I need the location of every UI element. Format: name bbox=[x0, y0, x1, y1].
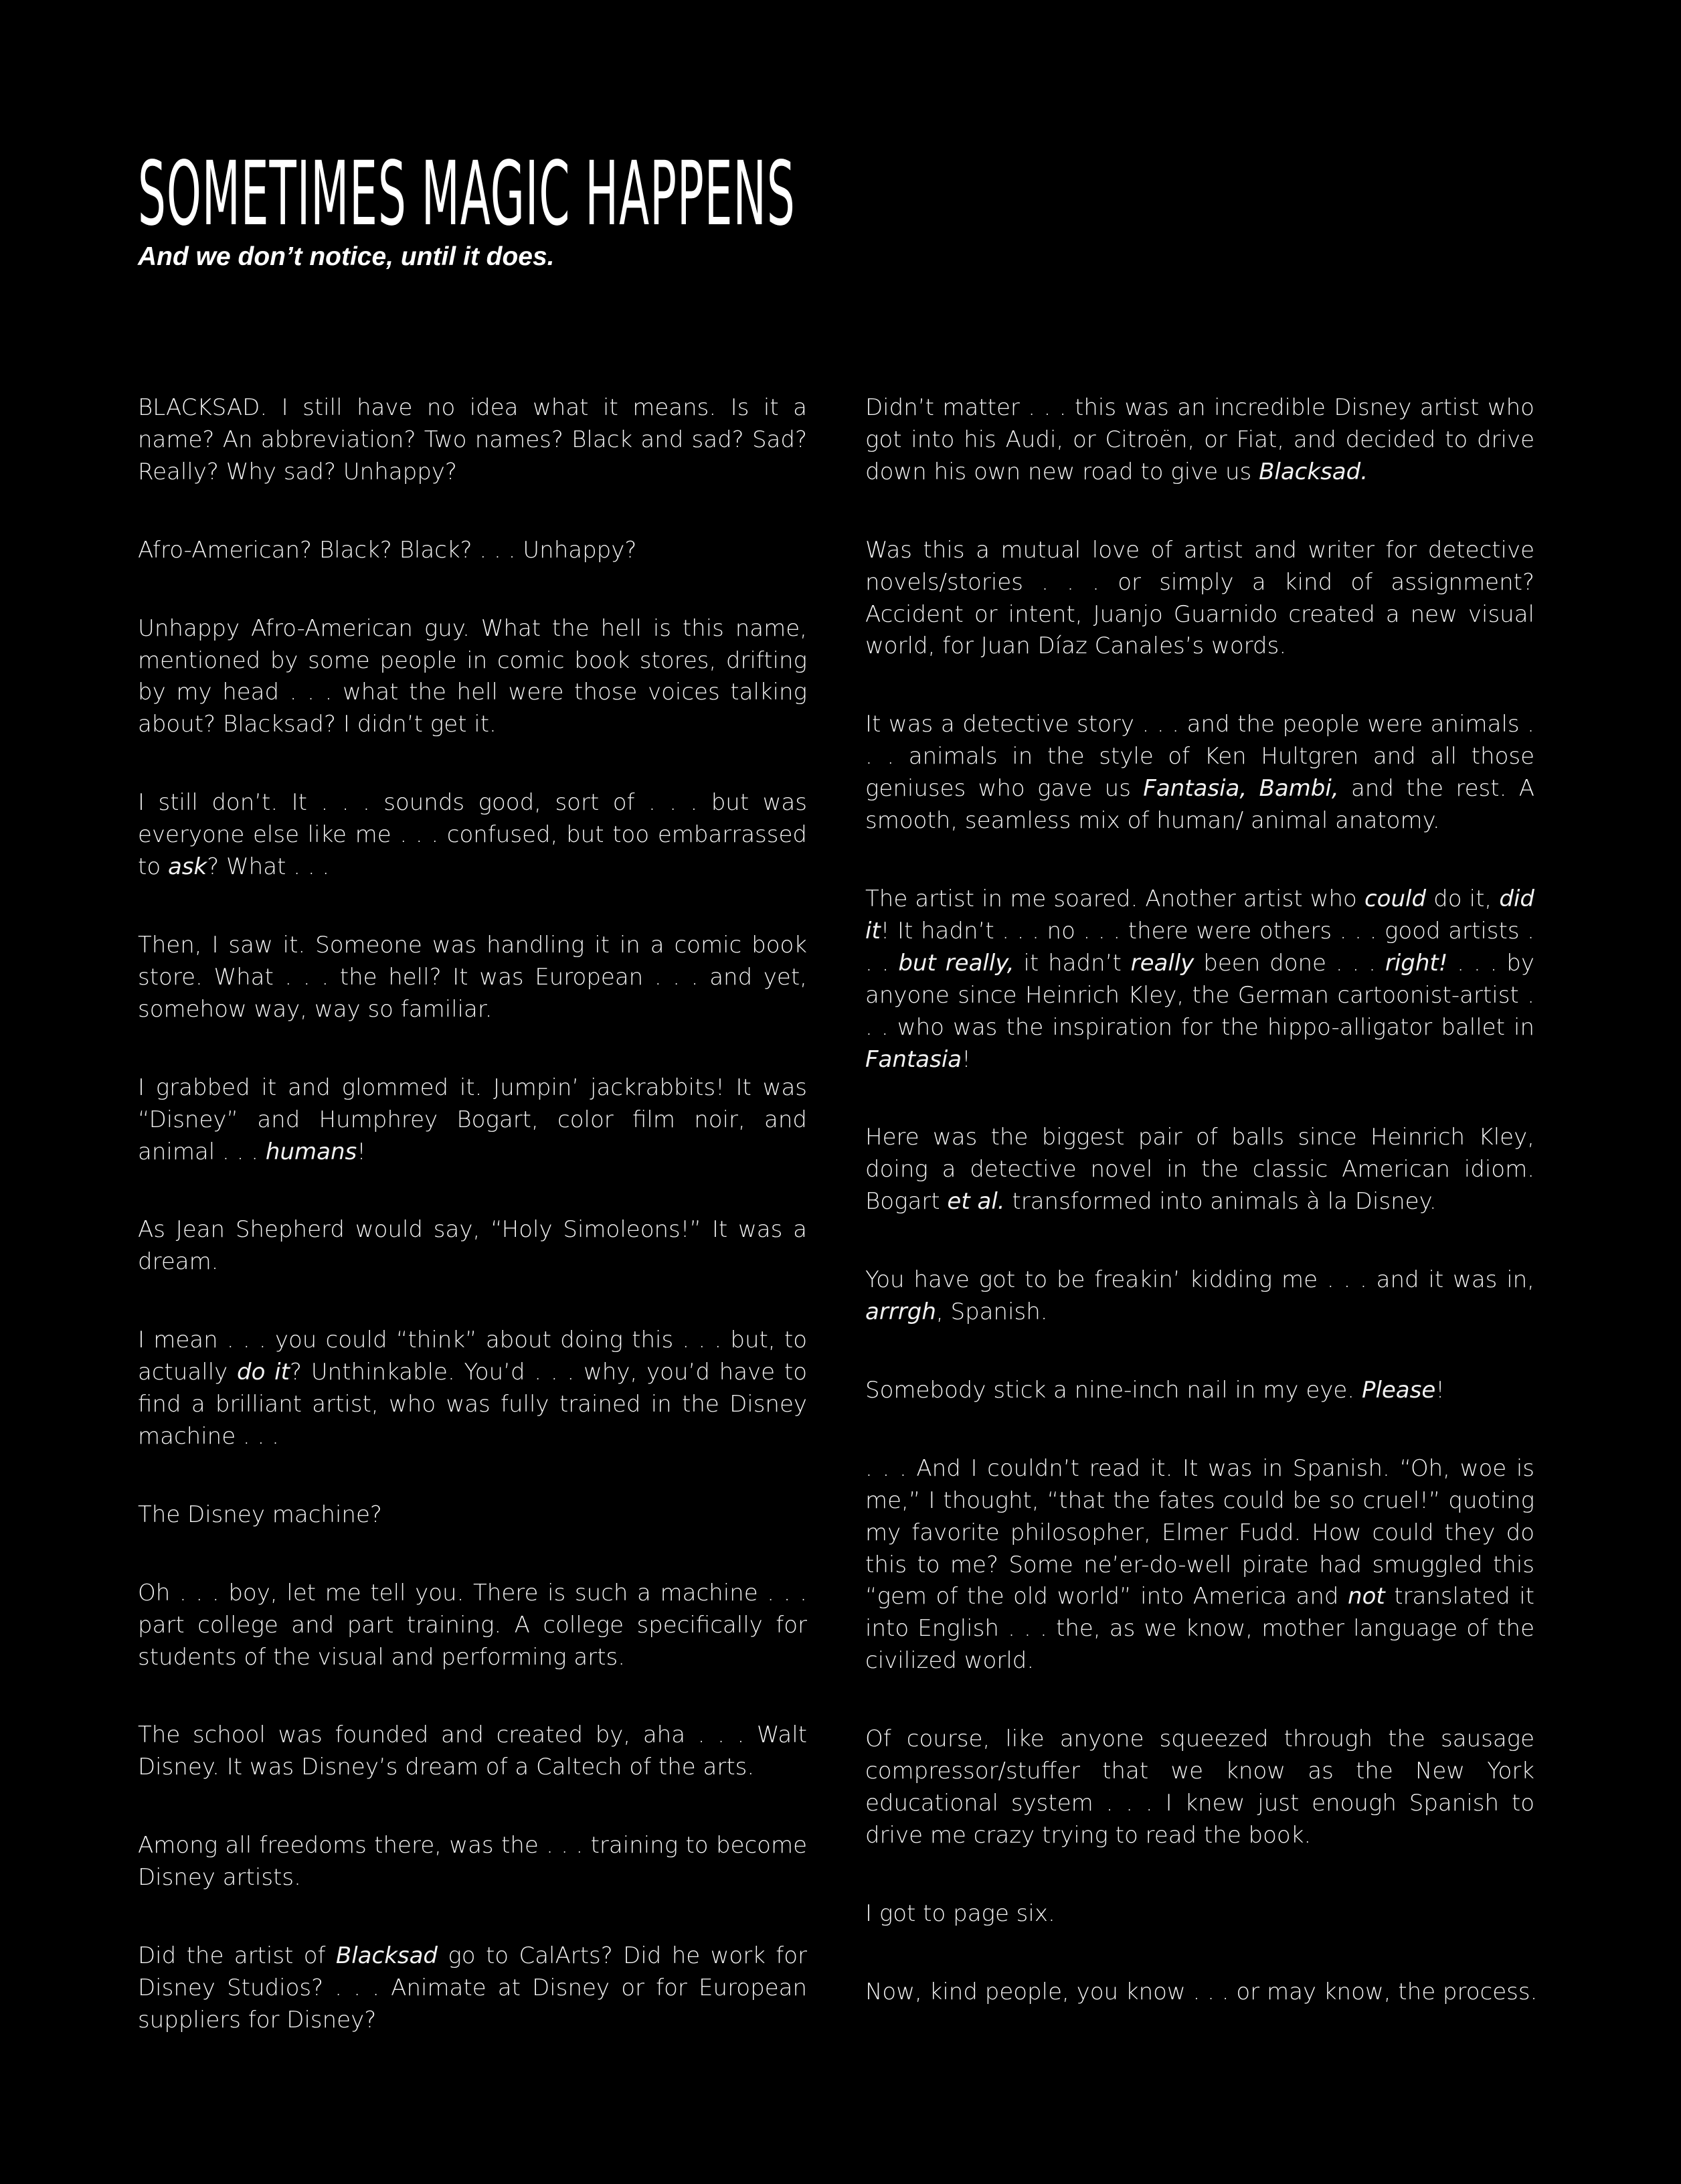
italic-run: but really, bbox=[898, 949, 1014, 977]
text-run: ! It hadn’t . . . no . . . there were others . . . good artists . . . bbox=[865, 917, 1534, 977]
italic-run: Blacksad bbox=[335, 1942, 438, 1970]
text-run: ? What . . . bbox=[207, 853, 330, 881]
paragraph bbox=[865, 1375, 1534, 1407]
text-run: You have got to be freakin’ kidding me . . . and it was in, bbox=[865, 1266, 1534, 1294]
italic-run: humans bbox=[265, 1138, 357, 1165]
text-run: Somebody stick a nine-inch nail in my eye. bbox=[865, 1376, 1362, 1404]
paragraph bbox=[865, 884, 1534, 1076]
right-column bbox=[865, 392, 1538, 2009]
text-run: Here was the biggest pair of balls since Heinrich Kley, doing a detective novel in the classic American idiom. Bogart bbox=[865, 1124, 1534, 1215]
text-run: It was a detective story . . . and the people were animals . . . animals in the style of Ken Hultgren and all those geniuses who gave us bbox=[865, 711, 1534, 803]
italic-run: not bbox=[1348, 1583, 1385, 1610]
italic-run: ask bbox=[167, 853, 207, 881]
text-run: transformed into animals à la Disney. bbox=[1004, 1188, 1437, 1215]
paragraph: I got to page six. bbox=[865, 1900, 1055, 1927]
paragraph bbox=[138, 1940, 807, 2037]
paragraph bbox=[865, 392, 1534, 489]
text-run: . . . by anyone since Heinrich Kley, the German cartoonist-artist . . . who was the inspiration for the hippo-alligator ballet in bbox=[865, 949, 1535, 1041]
text-run: ! bbox=[357, 1138, 366, 1165]
italic-run: right! bbox=[1385, 949, 1448, 977]
paragraph: The Disney machine? bbox=[138, 1501, 382, 1528]
text-run: ! bbox=[962, 1045, 971, 1073]
paragraph: Afro-American? Black? Black? . . . Unhappy? bbox=[138, 536, 637, 564]
text-run: been done . . . bbox=[1194, 949, 1385, 977]
text-run: and the rest. A smooth, seamless mix of human/ animal anatomy. bbox=[865, 775, 1535, 835]
italic-run: do it bbox=[237, 1359, 290, 1386]
paragraph bbox=[138, 1325, 807, 1453]
text-run: ? Unthinkable. You’d . . . why, you’d have to find a brilliant artist, who was fully trained in the Disney machine . . . bbox=[138, 1359, 807, 1450]
page-subtitle: And we don’t notice, until it does. bbox=[138, 242, 555, 271]
text-run: Did the artist of bbox=[138, 1942, 336, 1970]
paragraph: Then, I saw it. Someone was handling it in a comic book store. What . . . the hell? It was European . . . and yet, somehow way, way so familiar. bbox=[138, 931, 807, 1023]
paragraph: Unhappy Afro-American guy. What the hell is this name, mentioned by some people in comic book stores, drifting by my head . . . what the hell were those voices talking about? Blacksad? I didn’t get it. bbox=[138, 614, 807, 738]
text-run: go to CalArts? Did he work for Disney Studios? . . . Animate at Disney or for European suppliers for Disney? bbox=[138, 1942, 807, 2033]
text-run: it hadn’t bbox=[1014, 949, 1131, 977]
italic-run: Fantasia bbox=[865, 1045, 962, 1073]
page-title: SOMETIMES MAGIC HAPPENS bbox=[138, 143, 796, 246]
paragraph: As Jean Shepherd would say, “Holy Simoleons!” It was a dream. bbox=[138, 1216, 807, 1276]
italic-run: could bbox=[1364, 885, 1427, 912]
text-run: I grabbed it and glommed it. Jumpin’ jackrabbits! It was “Disney” and Humphrey Bogart, color film noir, and animal . . . bbox=[138, 1074, 807, 1165]
italic-run: Blacksad. bbox=[1259, 458, 1368, 485]
text-run: Didn’t matter . . . this was an incredible Disney artist who got into his Audi, or Citroën, or Fiat, and decided to drive down his own new road to give us bbox=[865, 394, 1534, 485]
text-run: translated it into English . . . the, as we know, mother language of the civilized world. bbox=[865, 1583, 1534, 1675]
left-column bbox=[138, 392, 807, 2037]
text-run: I still don’t. It . . . sounds good, sort of . . . but was everyone else like me . . . confused, but too embarrassed to bbox=[138, 789, 807, 881]
text-run: . . . And I couldn’t read it. It was in Spanish. “Oh, woe is me,” I thought, “that the fates could be so cruel!” quoting my favorite philosopher, Elmer Fudd. How could they do this to me? Some ne’er-do-well pirate had smuggled this “gem of the old world” into America and bbox=[865, 1454, 1534, 1610]
text-run: do it, bbox=[1426, 885, 1500, 912]
text-run: ! bbox=[1435, 1376, 1445, 1404]
paragraph: Now, kind people, you know . . . or may know, the process. bbox=[865, 1978, 1538, 2005]
paragraph bbox=[865, 1122, 1534, 1218]
paragraph: Of course, like anyone squeezed through the sausage compressor/stuffer that we know as the New York educational system . . . I knew just enough Spanish to drive me crazy trying to read the book. bbox=[865, 1726, 1534, 1849]
text-run: I mean . . . you could “think” about doing this . . . but, to actually bbox=[138, 1327, 807, 1386]
italic-run: really bbox=[1130, 949, 1195, 977]
paragraph bbox=[138, 1072, 807, 1169]
italic-run: Please bbox=[1361, 1376, 1436, 1404]
italic-run: arrrgh bbox=[865, 1298, 936, 1326]
italic-run: Fantasia, Bambi, bbox=[1143, 775, 1339, 803]
text-run: , Spanish. bbox=[936, 1298, 1048, 1326]
paragraph: BLACKSAD. I still have no idea what it means. Is it a name? An abbreviation? Two names? Black and sad? Sad? Really? Why sad? Unhappy? bbox=[138, 394, 807, 485]
paragraph bbox=[138, 787, 807, 884]
paragraph bbox=[865, 709, 1534, 837]
text-run: The artist in me soared. Another artist who bbox=[865, 885, 1364, 912]
paragraph bbox=[865, 1264, 1534, 1329]
italic-run: did it bbox=[865, 885, 1534, 944]
italic-run: et al. bbox=[947, 1188, 1005, 1215]
paragraph: Was this a mutual love of artist and writer for detective novels/stories . . . or simply a kind of assignment? Accident or intent, Juanjo Guarnido created a new visual world, for Juan Díaz Canales’s words. bbox=[865, 536, 1534, 660]
paragraph: Among all freedoms there, was the . . . training to become Disney artists. bbox=[138, 1832, 807, 1892]
paragraph: Oh . . . boy, let me tell you. There is such a machine . . . part college and part training. A college specifically for students of the visual and performing arts. bbox=[138, 1579, 807, 1671]
paragraph bbox=[865, 1453, 1534, 1677]
paragraph: The school was founded and created by, aha . . . Walt Disney. It was Disney’s dream of a Caltech of the arts. bbox=[138, 1721, 807, 1781]
